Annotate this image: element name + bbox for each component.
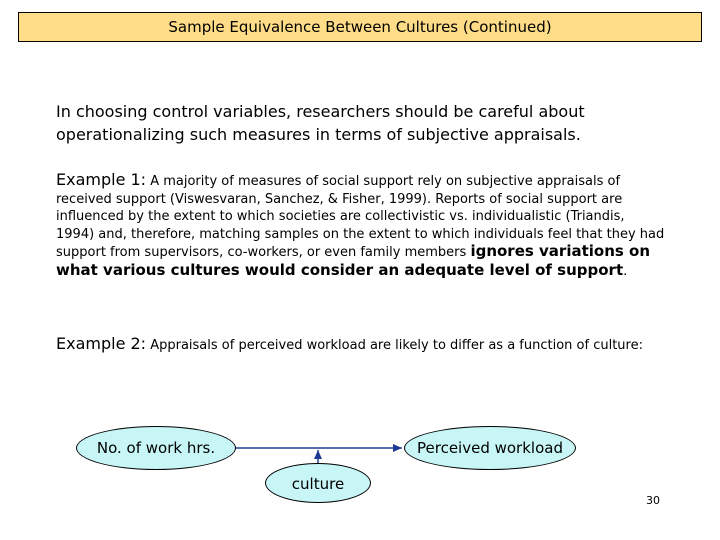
- node-perceived-workload-label: Perceived workload: [417, 439, 563, 457]
- node-culture: [265, 463, 371, 503]
- slide-title-text: Sample Equivalence Between Cultures (Continued): [168, 18, 552, 36]
- page-number: 30: [646, 494, 660, 507]
- example-1-end: .: [623, 263, 628, 279]
- example-1-label: Example 1:: [56, 170, 147, 189]
- example-1-emphasis: ignores variations on what various cultures would consider an adequate level of support: [56, 242, 651, 279]
- node-work-hours: [76, 426, 236, 470]
- example-2-label: Example 2:: [56, 334, 147, 353]
- intro-text: In choosing control variables, researchers should be careful about operationalizing such measures in terms of subjective appraisals.: [56, 102, 585, 144]
- example-1-text: A majority of measures of social support rely on subjective appraisals of received support (Viswesvaran, Sanchez, & Fisher, 1999). Reports of social support are influenced by the extent to which societies are collectivistic vs. individualistic (Triandis, 1994) and, therefore, matching samples on the extent to which individuals feel that they had support from supervisors, co-workers, or even family members: [56, 174, 665, 260]
- node-culture-label: culture: [291, 475, 345, 493]
- example-2-text: Appraisals of perceived workload are likely to differ as a function of culture:: [146, 338, 643, 353]
- node-perceived-workload: [404, 426, 576, 470]
- node-work-hours-label: No. of work hrs.: [96, 439, 216, 457]
